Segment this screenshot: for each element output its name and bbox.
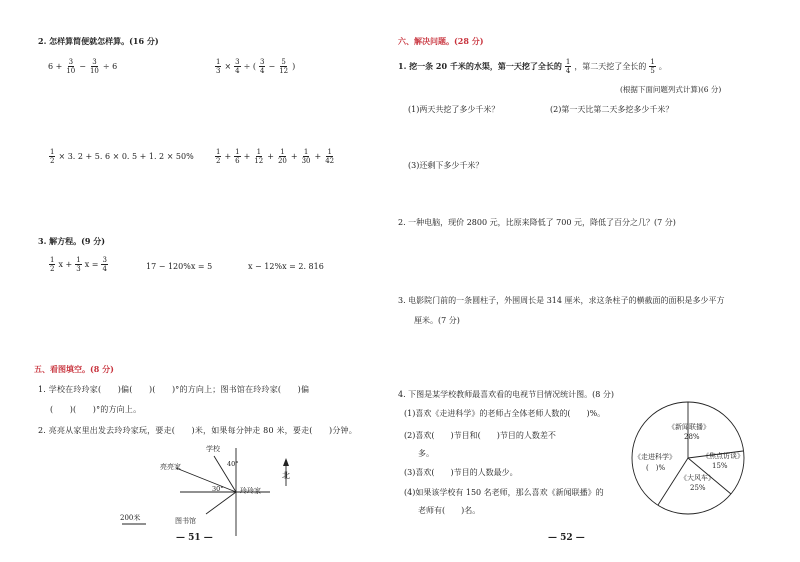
page-number-51: — 51 — — [176, 533, 213, 543]
problem-1-sub3: (3)还剩下多少千米？ — [408, 161, 484, 170]
expression-2 — [214, 58, 295, 75]
angle-40-label: 40° — [227, 460, 239, 468]
map-question-1-line2: ( )( )°的方向上。 — [50, 405, 142, 414]
problem-1-sub2: (2)第一天比第二天多挖多少千米？ — [550, 105, 674, 114]
scale-label: 200米 — [120, 514, 141, 522]
page-number-52: — 52 — — [548, 533, 585, 543]
expr-text: ÷ 6 — [102, 62, 118, 71]
fraction: $\frac{5}{12}$ — [279, 58, 289, 75]
pie-focus-label: 《焦点访谈》 — [702, 452, 744, 460]
problem-1-sub1: (1)两天共挖了多少千米？ — [408, 105, 500, 114]
expr-text: + — [290, 152, 298, 161]
section-5-heading: 五、看图填空。(8 分) — [34, 364, 114, 374]
expr-text: ) — [292, 62, 296, 71]
direction-map — [110, 440, 310, 540]
fraction: $\frac{1}{12}$ — [254, 148, 264, 165]
fraction: $\frac{1}{20}$ — [277, 148, 287, 165]
pie-news-percent: 28% — [684, 433, 700, 441]
expression-1 — [48, 58, 117, 75]
problem-4-heading: 4. 下图是某学校教师最喜欢看的电视节目情况统计图。(8 分) — [398, 390, 615, 399]
pie-science-label: 《走进科学》 — [634, 453, 676, 461]
expr-text: + — [267, 152, 274, 161]
problem-4-sub4a: (4)如果该学校有 150 名老师，那么喜欢《新闻联播》的 — [404, 488, 604, 497]
problem-4-sub4b: 老师有( )名。 — [418, 506, 481, 515]
liangliang-home-label: 亮亮家 — [160, 463, 181, 471]
map-question-1-line1: 1. 学校在玲玲家( )偏( )( )°的方向上；图书馆在玲玲家( )偏 — [38, 385, 310, 394]
expression-3 — [48, 148, 194, 165]
expr-text: x + — [58, 260, 73, 269]
fraction: $\frac{1}{6}$ — [235, 148, 240, 165]
pie-focus-percent: 15% — [712, 462, 728, 470]
library-label: 图书馆 — [175, 517, 196, 525]
pie-science-percent: ( )% — [646, 464, 666, 472]
north-label: 北 — [282, 471, 290, 480]
fraction: $\frac{3}{10}$ — [66, 58, 76, 75]
expr-text: ÷ ( — [243, 62, 257, 71]
map-question-2: 2. 亮亮从家里出发去玲玲家玩，要走( )米，如果每分钟走 80 米，要走( )分钟。 — [38, 426, 357, 435]
angle-30-label: 30° — [212, 485, 224, 493]
problem-4-sub1: (1)喜欢《走进科学》的老师占全体老师人数的( )%。 — [404, 409, 606, 418]
fraction: $\frac{1}{4}$ — [565, 58, 571, 75]
fraction: $\frac{3}{4}$ — [102, 256, 107, 273]
fraction: $\frac{1}{5}$ — [650, 58, 655, 75]
problem-4-sub2b: 多。 — [418, 449, 434, 458]
fraction: $\frac{1}{3}$ — [216, 58, 221, 75]
expr-text: × 3. 2 + 5. 6 × 0. 5 + 1. 2 × 50% — [58, 152, 194, 161]
fraction: $\frac{3}{4}$ — [235, 58, 240, 75]
problem-1-note: (根据下面问题列式计算)(6 分) — [620, 85, 722, 94]
expr-text: + — [224, 152, 232, 161]
expression-4 — [214, 148, 336, 165]
fraction: $\frac{3}{10}$ — [89, 58, 99, 75]
fraction: $\frac{1}{30}$ — [301, 148, 311, 165]
equation-1 — [48, 256, 109, 273]
equation-3: x − 12%x = 2. 816 — [248, 262, 324, 271]
problem-1-text — [398, 58, 667, 75]
problem-4-sub2a: (2)喜欢( )节目和( )节目的人数差不 — [404, 431, 556, 440]
problem-text: 。 — [658, 62, 667, 71]
pie-wind-label: 《大风车》 — [680, 474, 715, 482]
lingling-home-label: 玲玲家 — [240, 487, 261, 495]
expr-text: 6 + — [48, 62, 63, 71]
fraction: $\frac{1}{2}$ — [216, 148, 221, 165]
expr-text: − — [79, 62, 86, 71]
fraction: $\frac{1}{2}$ — [50, 256, 55, 273]
expr-text: x = — [84, 260, 99, 269]
q2-heading: 2. 怎样算简便就怎样算。(16 分) — [38, 36, 159, 46]
equation-2: 17 − 120%x = 5 — [146, 262, 213, 271]
expr-text: + — [314, 152, 322, 161]
problem-4-sub3: (3)喜欢( )节目的人数最少。 — [404, 468, 518, 477]
problem-text: 1. 挖一条 20 千米的水渠，第一天挖了全长的 — [398, 61, 562, 71]
fraction: $\frac{1}{2}$ — [50, 148, 55, 165]
problem-3-line2: 厘米。(7 分) — [414, 316, 460, 325]
expr-text: + — [243, 152, 251, 161]
q3-heading: 3. 解方程。(9 分) — [38, 236, 106, 246]
problem-2: 2. 一种电脑，现价 2800 元，比原来降低了 700 元，降低了百分之几？(7 分) — [398, 218, 676, 227]
school-label: 学校 — [206, 445, 220, 453]
pie-news-label: 《新闻联播》 — [668, 423, 710, 431]
section-6-heading: 六、解决问题。(28 分) — [398, 36, 484, 46]
fraction: $\frac{1}{3}$ — [76, 256, 81, 273]
problem-text: ，第二天挖了全长的 — [574, 62, 647, 71]
pie-wind-percent: 25% — [690, 484, 706, 492]
fraction: $\frac{1}{42}$ — [325, 148, 335, 165]
expr-text: × — [224, 62, 232, 71]
problem-3-line1: 3. 电影院门前的一条圆柱子，外围周长是 314 厘米，求这条柱子的横截面的面积是多少平方 — [398, 296, 725, 305]
expr-text: − — [268, 62, 276, 71]
fraction: $\frac{3}{4}$ — [260, 58, 265, 75]
